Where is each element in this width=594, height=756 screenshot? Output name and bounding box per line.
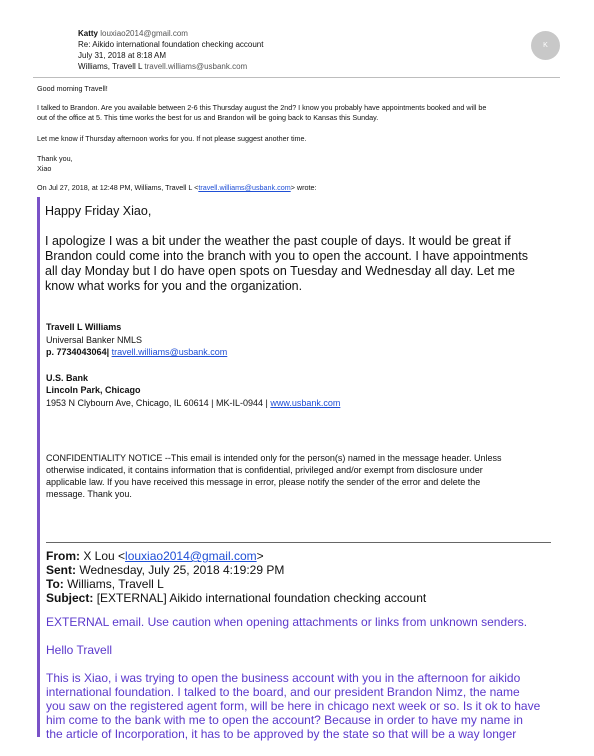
quoted-greeting: Happy Friday Xiao, (45, 204, 152, 218)
fwd-hello: Hello Travell (46, 643, 113, 657)
from-name[interactable]: Katty (78, 29, 99, 38)
quote-intro-email-link[interactable]: travell.williams@usbank.com (198, 183, 291, 192)
to-name[interactable]: Williams, Travell L (78, 62, 143, 71)
fwd-p4: him come to the bank with me to open the account? Because in order to have my name in (46, 713, 523, 727)
body-para2: Let me know if Thursday afternoon works for you. If not please suggest another time. (37, 134, 307, 143)
fwd-p1: This is Xiao, i was trying to open the business account with you in the afternoon for aikido (46, 671, 521, 685)
fwd-from-row: From: X Lou <louxiao2014@gmail.com> (46, 549, 264, 563)
confidentiality-notice: CONFIDENTIALITY NOTICE --This email is intended only for the person(s) named in the message header. Unless otherwise indicated, it contains information that is confidential, privileged and/or exempt from disclosure under applicable law. If you have received this message in error, please notify the sender of the error and delete the message. Thank you. (46, 453, 502, 499)
fwd-from-email-link[interactable]: louxiao2014@gmail.com (125, 549, 257, 563)
sig-phone: 7734043064| (56, 347, 110, 357)
quoted-line1: I apologize I was a bit under the weather the past couple of days. It would be great if (45, 234, 511, 248)
date-text: July 31, 2018 at 8:18 AM (78, 51, 167, 60)
fwd-p5: the article of Incorporation, it has to be approved by the state so that will be a way longer (46, 727, 517, 741)
quoted-line3: all day Monday but I do have open spots on Tuesday and Wednesday all day. Let me (45, 264, 515, 278)
body-closing: Thank you, (37, 154, 73, 163)
sig-phone-row (46, 346, 227, 359)
bank-site-link[interactable]: www.usbank.com (270, 398, 341, 408)
sig-phone-label: p. (46, 347, 54, 357)
quote-intro: On Jul 27, 2018, at 12:48 PM, Williams, Travell L <travell.williams@usbank.com> wrote: (37, 183, 317, 192)
header-divider (33, 77, 560, 78)
sig-title: Universal Banker NMLS (46, 335, 143, 345)
fwd-to-row: To: Williams, Travell L (46, 577, 164, 591)
body-para1-line1: I talked to Brandon. Are you available between 2-6 this Thursday august the 2nd? I know you probably have appointments booked and will be (37, 103, 487, 112)
quoted-line4: know what works for you and the organization. (45, 279, 303, 293)
body-sign: Xiao (37, 164, 52, 173)
subject-text: Re: Aikido international foundation checking account (78, 40, 264, 49)
forward-separator (46, 542, 551, 543)
external-warning: EXTERNAL email. Use caution when opening attachments or links from unknown senders. (46, 615, 528, 629)
body-para1-line2: out of the office at 5. This time works the best for us and Brandon will be going back to Kansas this Sunday. (37, 113, 379, 122)
quote-bar (37, 197, 40, 737)
fwd-subject-row: Subject: [EXTERNAL] Aikido international foundation checking account (46, 591, 427, 605)
sig-name: Travell L Williams (46, 322, 122, 332)
bank-branch: Lincoln Park, Chicago (46, 385, 141, 395)
bank-address-row (46, 397, 340, 410)
sig-email-link[interactable]: travell.williams@usbank.com (111, 347, 228, 357)
bank-address: 1953 N Clybourn Ave, Chicago, IL 60614 | MK-IL-0944 | (46, 398, 268, 408)
fwd-sent-row: Sent: Wednesday, July 25, 2018 4:19:29 PM (46, 563, 285, 577)
fwd-p3: you saw on the registered agent form, will be here in chicago next week or so. Is it ok to have (46, 699, 541, 713)
sender-avatar[interactable]: K (531, 31, 560, 60)
to-email[interactable]: travell.williams@usbank.com (144, 62, 248, 71)
bank-name: U.S. Bank (46, 373, 89, 383)
quoted-line2: Brandon could come into the branch with you to open the account. I have appointments (45, 249, 528, 263)
body-greeting: Good morning Travell! (37, 84, 108, 93)
fwd-p2: international foundation. I talked to the board, and our president Brandon Nimz, the name (46, 685, 520, 699)
from-email[interactable]: louxiao2014@gmail.com (100, 29, 188, 38)
